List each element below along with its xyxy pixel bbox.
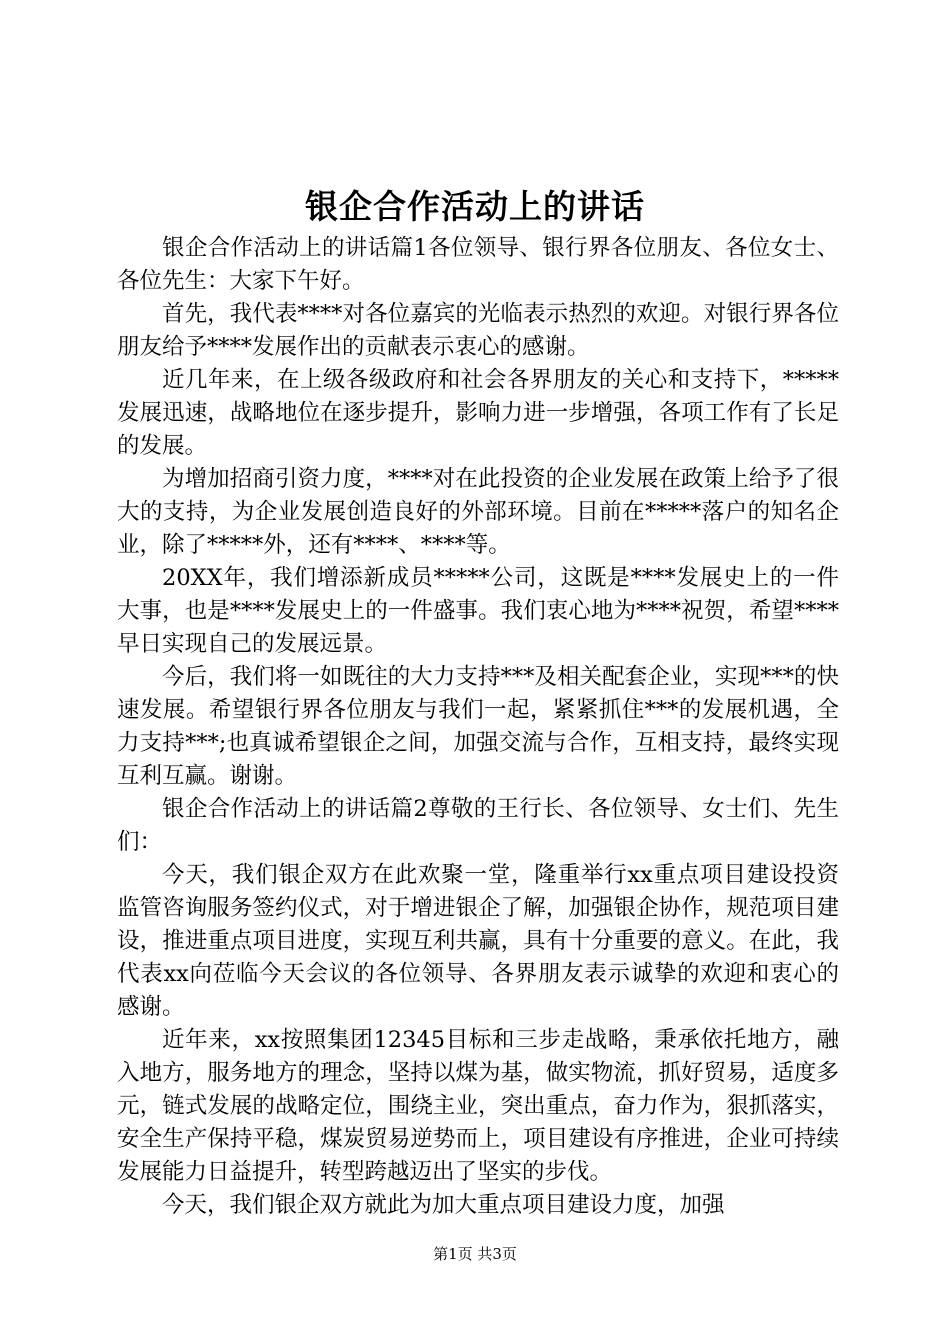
page-number-footer: 第1页 共3页 [433, 1245, 517, 1263]
paragraph: 首先，我代表****对各位嘉宾的光临表示热烈的欢迎。对银行界各位朋友给予****发展作出的贡献表示衷心的感谢。 [117, 301, 839, 360]
document-body [117, 232, 839, 1222]
paragraph: 银企合作活动上的讲话篇1各位领导、银行界各位朋友、各位女士、各位先生：大家下午好。 [117, 235, 839, 294]
paragraph: 银企合作活动上的讲话篇2尊敬的王行长、各位领导、女士们、先生们： [117, 796, 839, 855]
paragraph: 为增加招商引资力度，****对在此投资的企业发展在政策上给予了很大的支持，为企业发展创造良好的外部环境。目前在*****落户的知名企业，除了*****外，还有****、****等。 [117, 466, 839, 558]
paragraph: 近几年来，在上级各级政府和社会各界朋友的关心和支持下，*****发展迅速，战略地位在逐步提升，影响力进一步增强，各项工作有了长足的发展。 [117, 367, 839, 459]
paragraph: 20XX年，我们增添新成员*****公司，这既是****发展史上的一件大事，也是****发展史上的一件盛事。我们衷心地为****祝贺，希望****早日实现自己的发展远景。 [117, 565, 839, 657]
document-title: 银企合作活动上的讲话 [305, 187, 645, 226]
paragraph: 今天，我们银企双方在此欢聚一堂，隆重举行xx重点项目建设投资监管咨询服务签约仪式，对于增进银企了解，加强银企协作，规范项目建设，推进重点项目进度，实现互利共赢，具有十分重要的意义。在此，我代表xx向莅临今天会议的各位领导、各界朋友表示诚挚的欢迎和衷心的感谢。 [117, 862, 839, 1020]
paragraph: 今天，我们银企双方就此为加大重点项目建设力度，加强 [162, 1192, 725, 1218]
paragraph: 近年来，xx按照集团12345目标和三步走战略，秉承依托地方，融入地方，服务地方的理念，坚持以煤为基，做实物流，抓好贸易，适度多元，链式发展的战略定位，围绕主业，突出重点，奋力作为，狠抓落实，安全生产保持平稳，煤炭贸易逆势而上，项目建设有序推进，企业可持续发展能力日益提升，转型跨越迈出了坚实的步伐。 [117, 1027, 839, 1185]
paragraph: 今后，我们将一如既往的大力支持***及相关配套企业，实现***的快速发展。希望银行界各位朋友与我们一起，紧紧抓住***的发展机遇，全力支持***;也真诚希望银企之间，加强交流与合作，互相支持，最终实现互利互赢。谢谢。 [117, 664, 839, 789]
